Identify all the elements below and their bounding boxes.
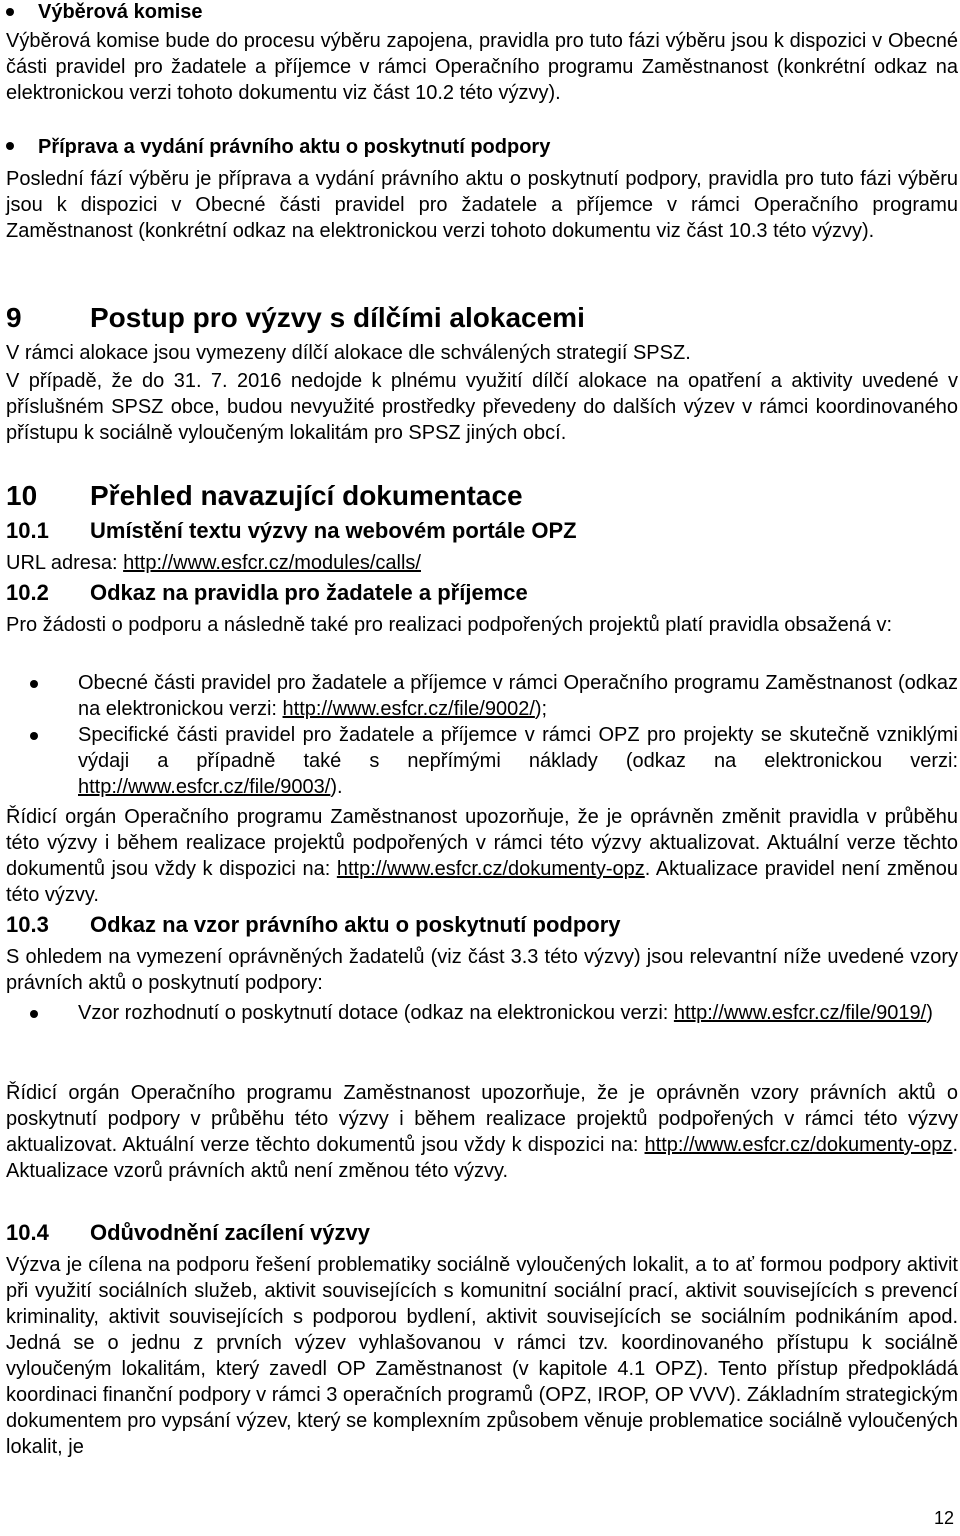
- subsection-title: Odkaz na pravidla pro žadatele a příjemce: [90, 580, 528, 605]
- bullet-heading: [6, 134, 550, 160]
- subsection-number: 10.2: [6, 580, 49, 605]
- subsection-heading: [6, 578, 528, 608]
- chapter-number: 9: [6, 302, 22, 333]
- rules-general-link[interactable]: http://www.esfcr.cz/file/9002/: [282, 698, 535, 720]
- list-item-body: Obecné části pravidel pro žadatele a příjemce v rámci Operačního programu Zaměstnanost (odkaz na elektronickou verzi:: [78, 672, 958, 720]
- paragraph-end: . Aktualizace vzorů právních aktů není změnou této výzvy.: [6, 1134, 958, 1182]
- subsection-heading: [6, 1218, 370, 1248]
- subsection-number: 10.4: [6, 1220, 49, 1245]
- list-item-text: [78, 1000, 958, 1026]
- chapter-title: Postup pro výzvy s dílčími alokacemi: [90, 302, 585, 333]
- calls-link[interactable]: http://www.esfcr.cz/modules/calls/: [123, 552, 421, 574]
- bullet-dot: [30, 732, 38, 740]
- list-item-body: Specifické části pravidel pro žadatele a příjemce v rámci OPZ pro projekty se skutečně vzniklými výdaji a případně také s nepřímými náklady (odkaz na elektronickou verzi:: [78, 724, 958, 772]
- template-decision-link[interactable]: http://www.esfcr.cz/file/9019/: [673, 1002, 927, 1024]
- bullet-heading: [6, 0, 203, 24]
- subsection-title: Odkaz na vzor právního aktu o poskytnutí podpory: [90, 912, 621, 937]
- documents-link[interactable]: http://www.esfcr.cz/dokumenty-opz: [336, 858, 645, 880]
- paragraph: V případě, že do 31. 7. 2016 nedojde k plnému využití dílčí alokace na opatření a aktivity uvedené v příslušném SPSZ obce, budou nevyužité prostředky převedeny do dalších výzev v rámci koordinovaného přístupu k sociálně vyloučeným lokalitám pro SPSZ jiných obcí.: [6, 370, 958, 444]
- rules-specific-link[interactable]: http://www.esfcr.cz/file/9003/: [78, 776, 331, 798]
- paragraph: [6, 1080, 958, 1184]
- paragraph-body: Řídicí orgán Operačního programu Zaměstnanost upozorňuje, že je oprávněn vzory právních aktů o poskytnutí podpory v průběhu této výzvy i během realizace projektů podpořených v rámci této výzvy aktualizovat. Aktuální verze těchto dokumentů jsou vždy k dispozici na:: [6, 1082, 958, 1156]
- bullet-dot: [6, 8, 14, 16]
- bullet-dot: [30, 680, 38, 688]
- section-heading: Příprava a vydání právního aktu o poskytnutí podpory: [38, 136, 551, 158]
- list-item-body: Vzor rozhodnutí o poskytnutí dotace (odkaz na elektronickou verzi:: [78, 1002, 674, 1024]
- paragraph-body: Řídicí orgán Operačního programu Zaměstnanost upozorňuje, že je oprávněn změnit pravidla v průběhu této výzvy i během realizace projektů podpořených v rámci této výzvy aktualizovat. Aktuální verze těchto dokumentů jsou vždy k dispozici na:: [6, 806, 958, 880]
- subsection-number: 10.3: [6, 912, 49, 937]
- list-item-text: [78, 722, 958, 800]
- subsection-title: Odůvodnění zacílení výzvy: [90, 1220, 370, 1245]
- documents-link[interactable]: http://www.esfcr.cz/dokumenty-opz: [644, 1134, 953, 1156]
- subsection-number: 10.1: [6, 518, 49, 543]
- chapter-number: 10: [6, 480, 38, 511]
- paragraph: Poslední fází výběru je příprava a vydání právního aktu o poskytnutí podpory, pravidla pro tuto fázi výběru jsou k dispozici v Obecné části pravidel pro žadatele a příjemce v rámci Operačního programu Zaměstnanost (konkrétní odkaz na elektronickou verzi tohoto dokumentu viz část 10.3 této výzvy).: [6, 168, 958, 242]
- paragraph: Pro žádosti o podporu a následně také pro realizaci podpořených projektů platí pravidla obsažená v:: [6, 614, 893, 636]
- page-number: 12: [933, 1508, 954, 1528]
- list-item: [30, 670, 958, 722]
- section-heading: Výběrová komise: [38, 1, 203, 23]
- list-item-text: [78, 670, 958, 722]
- list-item: [30, 1000, 958, 1026]
- paragraph: [6, 804, 958, 908]
- subsection-heading: [6, 516, 577, 546]
- paragraph: V rámci alokace jsou vymezeny dílčí alokace dle schválených strategií SPSZ.: [6, 342, 691, 364]
- chapter-title: Přehled navazující dokumentace: [90, 480, 523, 511]
- chapter-heading: [6, 300, 585, 336]
- paragraph: Výzva je cílena na podporu řešení problematiky sociálně vyloučených lokalit, a to ať formou podpory aktivit při využití sociálních služeb, aktivit souvisejících s komunitní sociální prací, aktivit souvisejících s prevencí kriminality, aktivit souvisejících s podporou bydlení, aktivit souvisejících se sociálním podnikáním apod. Jedná se o jednu z prvních výzev vyhlašovanou v rámci tzv. koordinovaného přístupu k sociálně vyloučeným lokalitám, který zavedl OP Zaměstnanost (v kapitole 4.1 OPZ). Tento přístup předpokládá koordinaci finanční podpory v rámci 3 operačních programů (OPZ, IROP, OP VVV). Základním strategickým dokumentem pro vypsání výzev, který se komplexním způsobem věnuje problematice sociálně vyloučených lokalit, je: [6, 1254, 958, 1458]
- subsection-heading: [6, 910, 621, 940]
- list-item-end: ).: [330, 776, 343, 798]
- subsection-title: Umístění textu výzvy na webovém portále OPZ: [90, 518, 577, 543]
- bullet-dot: [6, 142, 14, 150]
- paragraph-end: . Aktualizace pravidel není změnou této výzvy.: [6, 858, 959, 906]
- list-item-end: ): [926, 1002, 933, 1024]
- chapter-heading: [6, 478, 523, 514]
- bullet-dot: [30, 1010, 38, 1018]
- list-item-end: );: [534, 698, 548, 720]
- url-label: URL adresa:: [6, 552, 124, 574]
- list-item: [30, 722, 958, 800]
- paragraph: S ohledem na vymezení oprávněných žadatelů (viz část 3.3 této výzvy) jsou relevantní níže uvedené vzory právních aktů o poskytnutí podpory:: [6, 946, 958, 994]
- url-line: [6, 550, 421, 576]
- paragraph: Výběrová komise bude do procesu výběru zapojena, pravidla pro tuto fázi výběru jsou k dispozici v Obecné části pravidel pro žadatele a příjemce v rámci Operačního programu Zaměstnanost (konkrétní odkaz na elektronickou verzi tohoto dokumentu viz část 10.2 této výzvy).: [6, 30, 958, 104]
